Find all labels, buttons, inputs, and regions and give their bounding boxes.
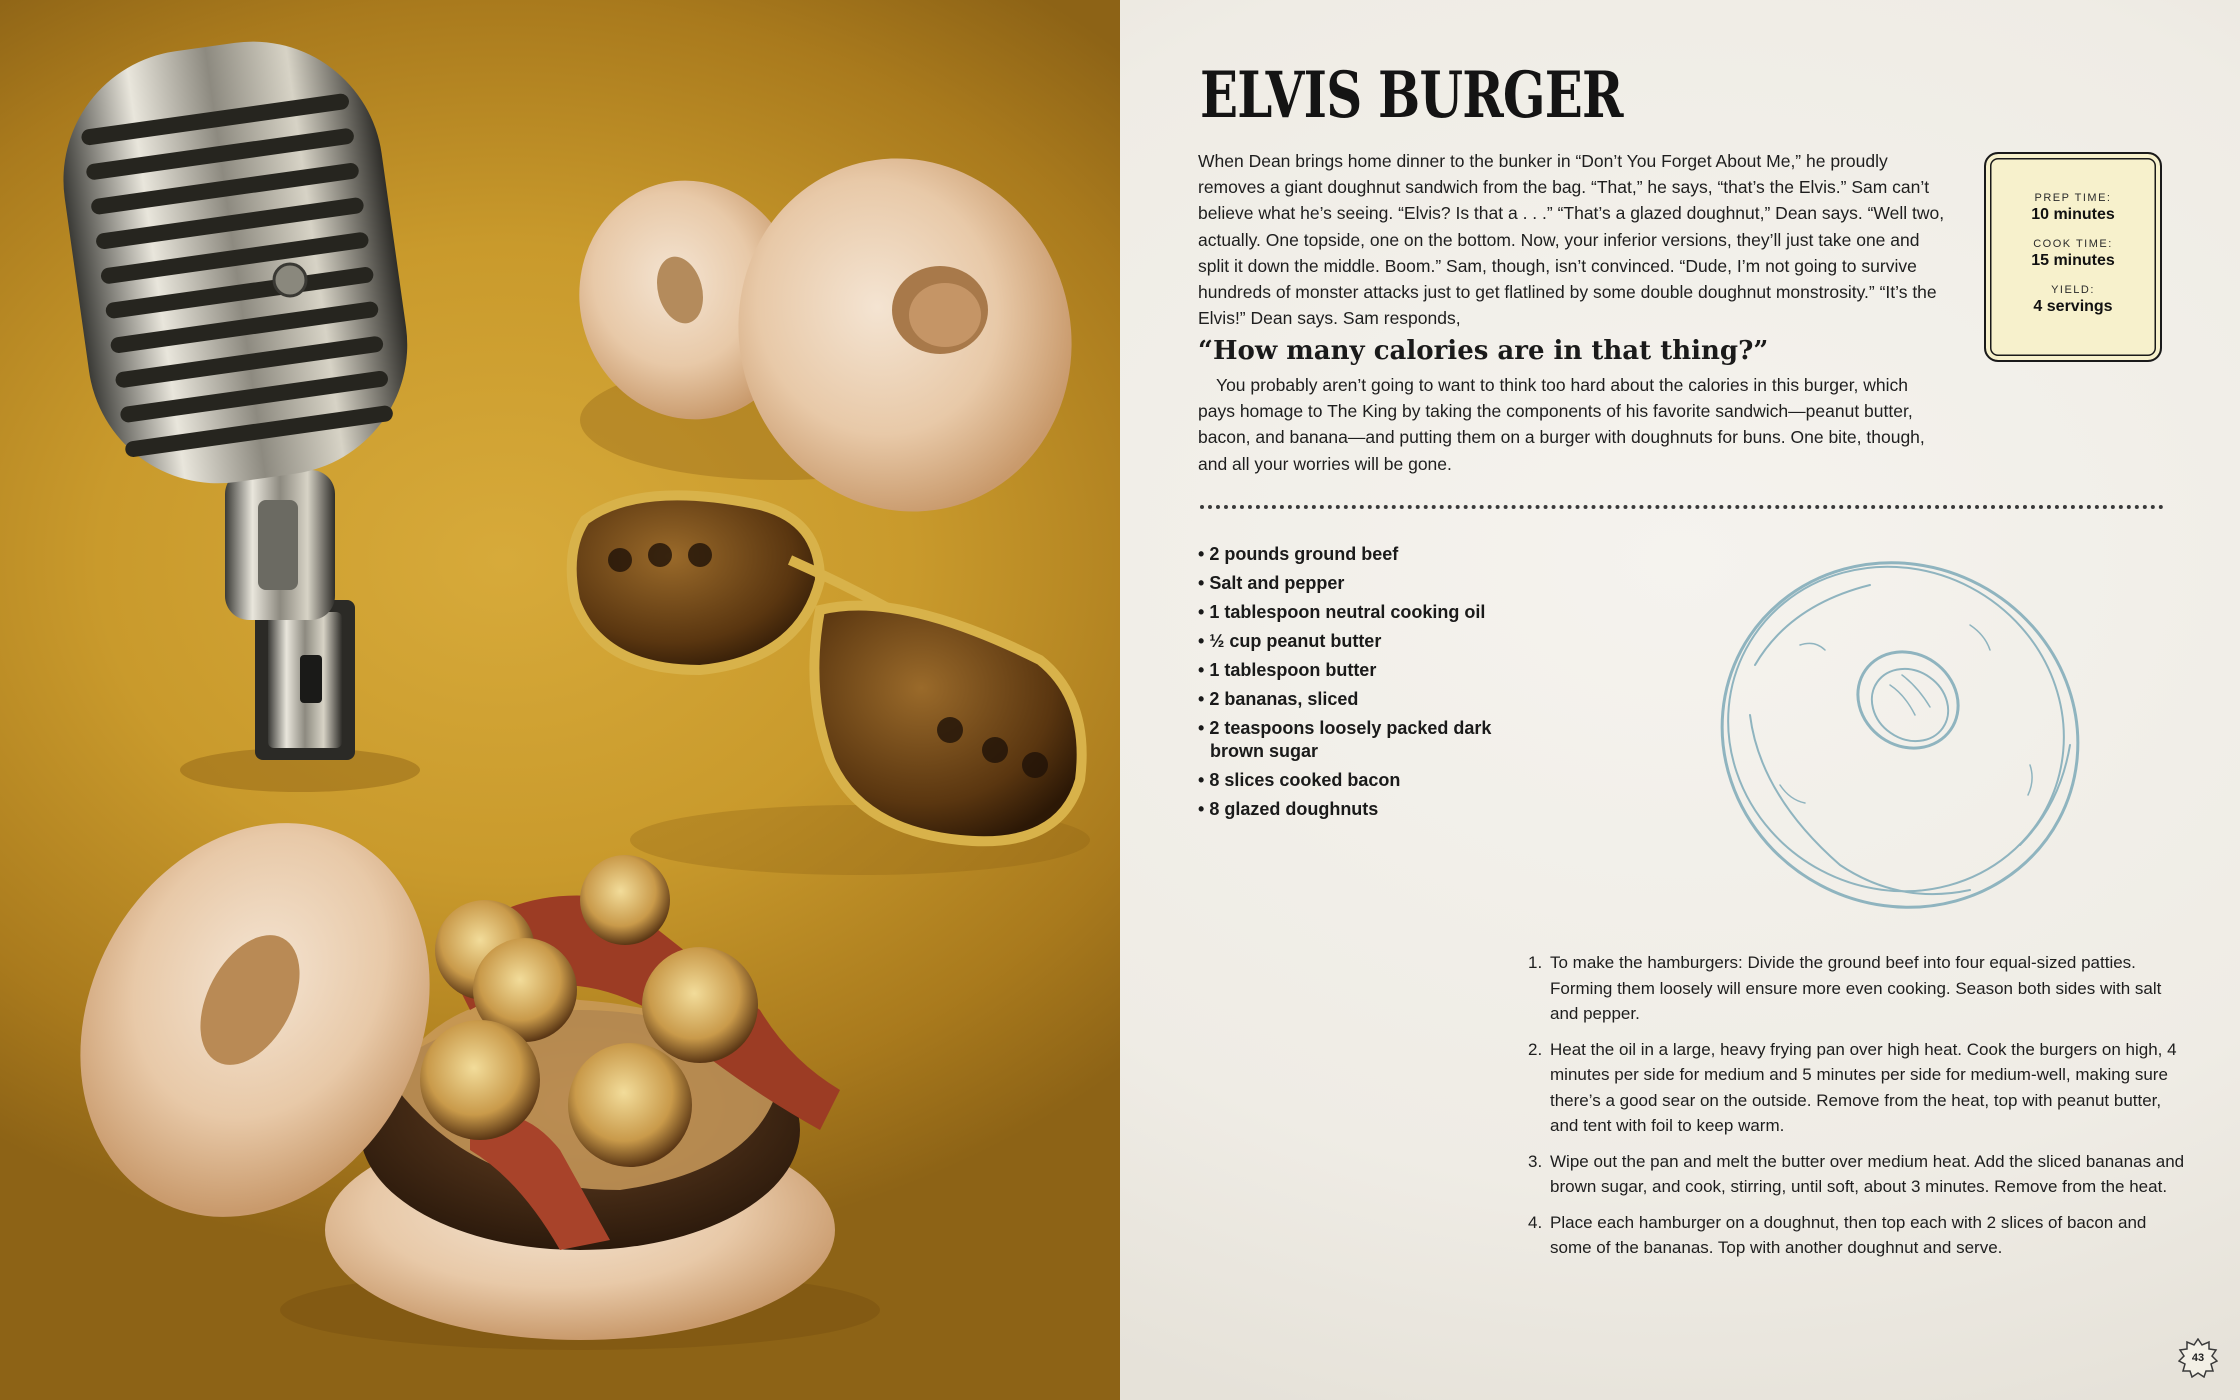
recipe-intro: When Dean brings home dinner to the bunker in “Don’t You Forget About Me,” he proudly removes a giant doughnut sandwich from the bag. “That,” he says, “that’s the Elvis.” Sam can’t believe what he’s seeing. “Elvis? Is that a . . .” “That’s a glazed doughnut,” Dean says. “Well two, actually. One topside, one on the bottom. Now, your inferior versions, they’ll just take one and split it down the middle. Boom.” Sam, though, isn’t convinced. “Dude, I’m not going to survive hundreds of monster attacks just to get flatlined by some double doughnut monstrosity.” “It’s the Elvis!” Dean says. Sam responds, bbox=[1198, 151, 1945, 329]
dotted-divider bbox=[1200, 505, 2164, 509]
cook-time-label: COOK TIME: bbox=[2033, 238, 2113, 250]
ingredient-item: • 2 teaspoons loosely packed dark brown sugar bbox=[1198, 717, 1528, 763]
ingredient-item: • Salt and pepper bbox=[1198, 572, 1528, 595]
step-number: 3. bbox=[1528, 1151, 1543, 1171]
instruction-step bbox=[1528, 1210, 2188, 1261]
ingredient-item: • 2 pounds ground beef bbox=[1198, 543, 1528, 566]
prep-time-value: 10 minutes bbox=[2031, 206, 2115, 223]
ingredient-item: • 1 tablespoon butter bbox=[1198, 659, 1528, 682]
page-number bbox=[2178, 1338, 2218, 1378]
step-text: To make the hamburgers: Divide the ground beef into four equal-sized patties. Forming them loosely will ensure more even cooking. Season both sides with salt and pepper. bbox=[1550, 953, 2162, 1023]
ingredient-item: • 8 glazed doughnuts bbox=[1198, 798, 1528, 821]
cook-time-value: 15 minutes bbox=[2031, 252, 2115, 269]
step-number: 1. bbox=[1528, 953, 1543, 972]
instruction-step bbox=[1528, 1149, 2188, 1200]
doughnut-sketch-icon bbox=[1640, 545, 2160, 925]
ingredient-item: • ½ cup peanut butter bbox=[1198, 630, 1528, 653]
recipe-info-box bbox=[1984, 152, 2162, 362]
ingredient-item: • 2 bananas, sliced bbox=[1198, 688, 1528, 711]
sunglasses-icon bbox=[572, 495, 1090, 875]
yield-value: 4 servings bbox=[2033, 298, 2113, 315]
doughnut-icon bbox=[553, 111, 1120, 558]
step-number: 4. bbox=[1528, 1212, 1543, 1232]
step-text: Wipe out the pan and melt the butter over medium heat. Add the sliced bananas and brown sugar, and cook, stirring, until soft, about 3 minutes. Remove from the heat. bbox=[1550, 1151, 2185, 1196]
prep-time-label: PREP TIME: bbox=[2034, 192, 2112, 204]
yield-label: YIELD: bbox=[2051, 284, 2095, 296]
instruction-step bbox=[1528, 950, 2188, 1027]
page-number-text: 43 bbox=[2191, 1352, 2205, 1364]
step-text: Place each hamburger on a doughnut, then top each with 2 slices of bacon and some of the bananas. Top with another doughnut and serve. bbox=[1550, 1212, 2147, 1257]
recipe-page bbox=[1120, 0, 2240, 1400]
ingredient-item: • 1 tablespoon neutral cooking oil bbox=[1198, 601, 1528, 624]
ingredient-item: • 8 slices cooked bacon bbox=[1198, 769, 1528, 792]
recipe-title: ELVIS BURGER bbox=[1200, 58, 1623, 133]
instruction-step bbox=[1528, 1037, 2188, 1139]
step-text: Heat the oil in a large, heavy frying pan over high heat. Cook the burgers on high, 4 minutes per side for medium and 5 minutes per side for medium-well, making sure there’s a good sear on the outside. Remove from the heat, top with peanut butter, and tent with foil to keep warm. bbox=[1550, 1039, 2177, 1135]
instructions-list bbox=[1528, 950, 2188, 1271]
recipe-intro-continued: You probably aren’t going to want to think too hard about the calories in this burger, which pays homage to The King by taking the components of his favorite sandwich—peanut butter, bacon, and banana—and putting them on a burger with doughnuts for buns. One bite, though, and all your worries will be gone. bbox=[1198, 375, 1925, 474]
ingredients-list bbox=[1198, 543, 1528, 827]
microphone-icon bbox=[47, 25, 424, 792]
step-number: 2. bbox=[1528, 1039, 1543, 1059]
pull-quote: “How many calories are in that thing?” bbox=[1198, 336, 1769, 366]
